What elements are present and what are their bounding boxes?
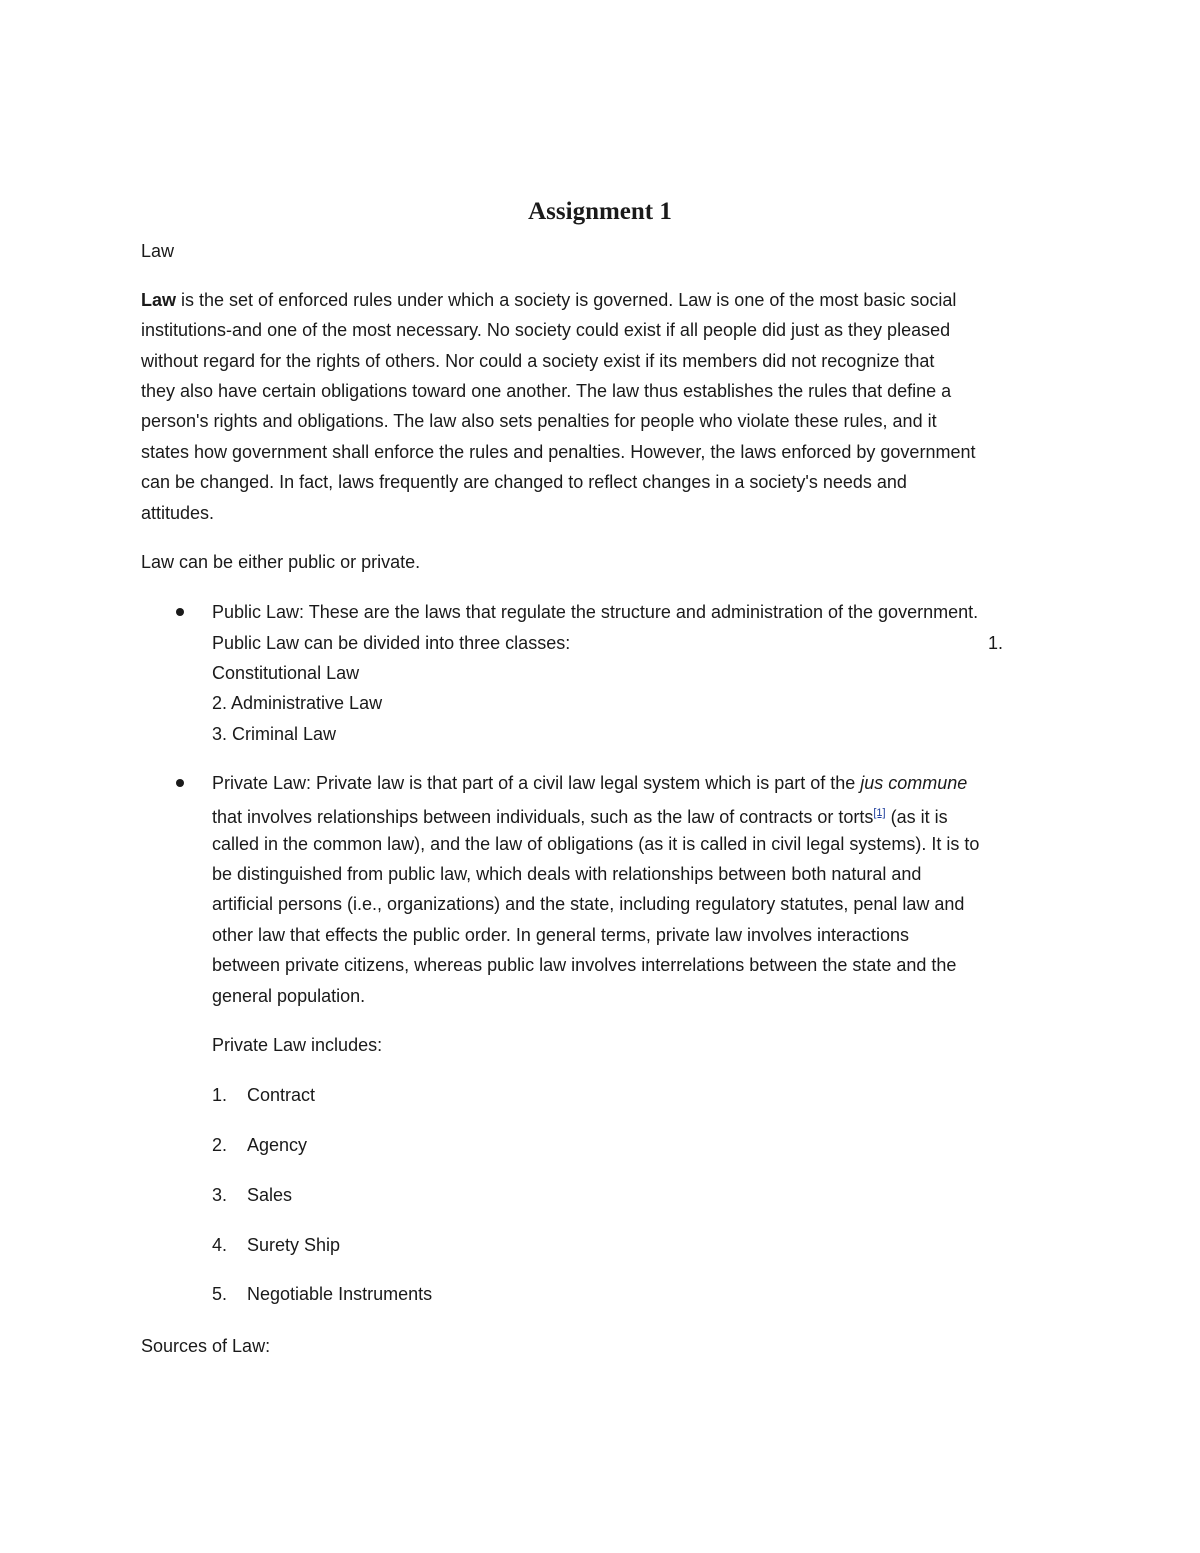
intro-line: institutions-and one of the most necessary. No society could exist if all people did just as they pleased bbox=[141, 320, 951, 340]
public-law-number: 1. bbox=[988, 633, 1004, 653]
private-law-line: be distinguished from public law, which deals with relationships between both natural and bbox=[212, 864, 922, 884]
list-item-number: 4. bbox=[212, 1235, 228, 1255]
list-item: Negotiable Instruments bbox=[247, 1284, 433, 1304]
public-law-line: 3. Criminal Law bbox=[212, 724, 337, 744]
public-law-line: 2. Administrative Law bbox=[212, 693, 383, 713]
private-law-line-text: Private Law: Private law is that part of a civil law legal system which is part of the bbox=[212, 773, 861, 793]
intro-bold-word: Law bbox=[141, 290, 177, 310]
footnote-link[interactable]: [1] bbox=[873, 807, 886, 819]
private-law-line-text: that involves relationships between individuals, such as the law of contracts or torts bbox=[212, 807, 874, 827]
public-law-line: Public Law can be divided into three classes: bbox=[212, 633, 571, 653]
private-law-line: called in the common law), and the law of obligations (as it is called in civil legal systems). It is to bbox=[212, 834, 980, 854]
bullet-icon bbox=[176, 608, 184, 616]
private-law-line bbox=[212, 768, 967, 798]
bullet-icon bbox=[176, 779, 184, 787]
private-law-line: general population. bbox=[212, 986, 366, 1006]
list-item: Agency bbox=[247, 1135, 308, 1155]
intro-line: they also have certain obligations toward one another. The law thus establishes the rules that define a bbox=[141, 381, 952, 401]
private-law-line bbox=[212, 798, 948, 832]
list-item: Contract bbox=[247, 1085, 316, 1105]
private-law-line-text: (as it is bbox=[885, 807, 948, 827]
intro-line: without regard for the rights of others. Nor could a society exist if its members did not recognize that bbox=[141, 351, 935, 371]
intro-line bbox=[141, 285, 956, 315]
sources-of-law-label: Sources of Law: bbox=[141, 1336, 271, 1356]
private-law-line: other law that effects the public order. In general terms, private law involves interactions bbox=[212, 925, 910, 945]
list-item-number: 5. bbox=[212, 1284, 228, 1304]
intro-line: states how government shall enforce the rules and penalties. However, the laws enforced by government bbox=[141, 442, 976, 462]
list-item: Sales bbox=[247, 1185, 293, 1205]
intro-line: person's rights and obligations. The law also sets penalties for people who violate these rules, and it bbox=[141, 411, 937, 431]
list-item-number: 1. bbox=[212, 1085, 228, 1105]
section-heading-law: Law bbox=[141, 241, 175, 261]
private-law-line: between private citizens, whereas public law involves interrelations between the state and the bbox=[212, 955, 957, 975]
private-law-line: artificial persons (i.e., organizations) and the state, including regulatory statutes, penal law and bbox=[212, 894, 965, 914]
public-law-line: Constitutional Law bbox=[212, 663, 360, 683]
public-law-line: Public Law: These are the laws that regulate the structure and administration of the government. bbox=[212, 602, 979, 622]
list-item-number: 2. bbox=[212, 1135, 228, 1155]
intro-line: can be changed. In fact, laws frequently are changed to reflect changes in a society's needs and bbox=[141, 472, 907, 492]
intro-line-text: is the set of enforced rules under which a society is governed. Law is one of the most basic social bbox=[176, 290, 957, 310]
private-law-italic-term: jus commune bbox=[860, 773, 968, 793]
private-law-includes-label: Private Law includes: bbox=[212, 1035, 383, 1055]
list-item-number: 3. bbox=[212, 1185, 228, 1205]
page-title: Assignment 1 bbox=[528, 198, 672, 225]
public-private-line: Law can be either public or private. bbox=[141, 552, 421, 572]
list-item: Surety Ship bbox=[247, 1235, 341, 1255]
intro-line: attitudes. bbox=[141, 503, 215, 523]
